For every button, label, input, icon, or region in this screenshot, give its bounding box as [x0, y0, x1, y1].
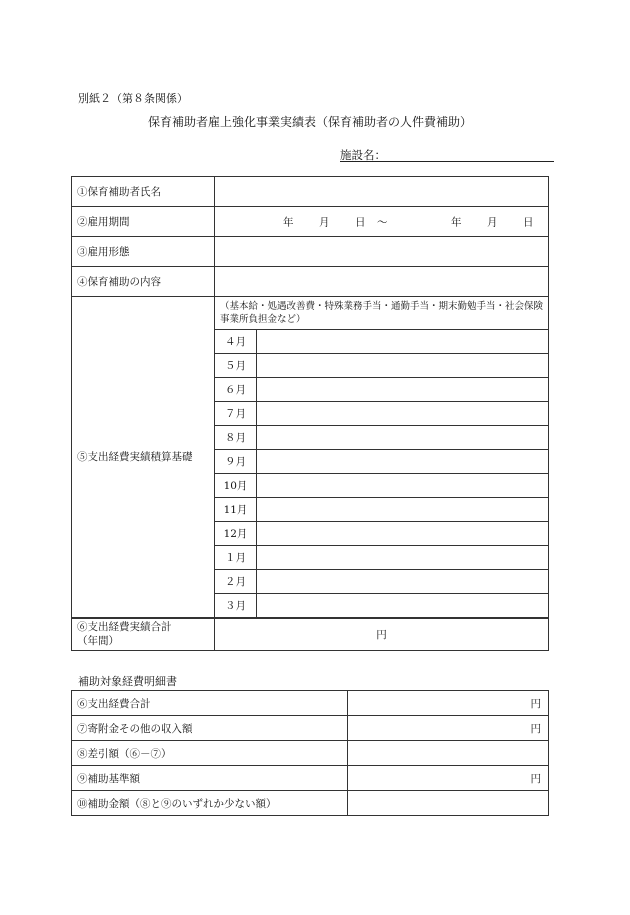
detail-row	[72, 716, 549, 741]
month-amount-field[interactable]	[257, 570, 549, 594]
expense-total-amount-field[interactable]	[348, 691, 549, 716]
detail-label-subsidy-standard: ⑨補助基準額	[72, 766, 348, 791]
period-end-month: 月	[487, 216, 498, 228]
assistance-content-field[interactable]	[215, 267, 549, 297]
month-label: ９月	[215, 450, 257, 474]
month-amount-field[interactable]	[257, 450, 549, 474]
month-amount-field[interactable]	[257, 498, 549, 522]
row-label-employment-type: ③雇用形態	[72, 237, 215, 267]
table-row	[72, 297, 549, 330]
expense-total-field[interactable]	[215, 618, 549, 651]
month-amount-field[interactable]	[257, 402, 549, 426]
period-end-day: 日	[523, 216, 534, 228]
month-label: 11月	[215, 498, 257, 522]
row-label-assistance-content: ④保育補助の内容	[72, 267, 215, 297]
period-start-year: 年	[283, 216, 294, 228]
detail-label-donation-income: ⑦寄附金その他の収入額	[72, 716, 348, 741]
month-amount-field[interactable]	[257, 594, 549, 618]
expense-basis-note: （基本給・処遇改善費・特殊業務手当・通勤手当・期末勤勉手当・社会保険事業所負担金など）	[215, 297, 549, 330]
month-amount-field[interactable]	[257, 354, 549, 378]
annex-reference: 別紙２（第８条関係）	[78, 92, 188, 105]
donation-income-amount-field[interactable]	[348, 716, 549, 741]
staff-name-field[interactable]	[215, 177, 549, 207]
month-label: ４月	[215, 330, 257, 354]
yen-unit: 円	[530, 772, 541, 785]
detail-row	[72, 766, 549, 791]
period-start-month: 月	[319, 216, 330, 228]
difference-amount-field[interactable]	[348, 741, 549, 766]
row-label-employment-period: ②雇用期間	[72, 207, 215, 237]
month-amount-field[interactable]	[257, 522, 549, 546]
row-label-expense-total	[72, 618, 215, 651]
employment-period-field[interactable]	[215, 207, 549, 237]
month-label: ５月	[215, 354, 257, 378]
row-label-staff-name: ①保育補助者氏名	[72, 177, 215, 207]
month-label: ６月	[215, 378, 257, 402]
table-row	[72, 618, 549, 651]
month-amount-field[interactable]	[257, 546, 549, 570]
facility-name-label: 施設名：	[340, 148, 386, 162]
detail-row	[72, 741, 549, 766]
detail-label-difference: ⑧差引額（⑥－⑦）	[72, 741, 348, 766]
subsidy-standard-amount-field[interactable]	[348, 766, 549, 791]
month-label: ７月	[215, 402, 257, 426]
detail-row	[72, 791, 549, 816]
document-title: 保育補助者雇上強化事業実績表（保育補助者の人件費補助）	[148, 115, 473, 129]
table-row	[72, 237, 549, 267]
yen-unit: 円	[376, 628, 387, 641]
month-amount-field[interactable]	[257, 378, 549, 402]
detail-section-heading: 補助対象経費明細書	[78, 675, 177, 688]
detail-row	[72, 691, 549, 716]
facility-name-field[interactable]	[340, 161, 554, 162]
table-row	[72, 267, 549, 297]
yen-unit: 円	[530, 697, 541, 710]
performance-table	[71, 176, 549, 651]
expense-total-label-line2: （年間）	[77, 635, 119, 648]
period-range-tilde: ～	[377, 216, 388, 228]
table-row	[72, 207, 549, 237]
subsidy-amount-field[interactable]	[348, 791, 549, 816]
period-start-day: 日	[355, 216, 366, 228]
month-amount-field[interactable]	[257, 474, 549, 498]
month-label: 12月	[215, 522, 257, 546]
row-label-expense-basis: ⑤支出経費実績積算基礎	[72, 297, 215, 618]
detail-label-expense-total: ⑥支出経費合計	[72, 691, 348, 716]
month-label: ２月	[215, 570, 257, 594]
subsidy-detail-table	[71, 690, 549, 816]
month-label: １月	[215, 546, 257, 570]
month-label: ８月	[215, 426, 257, 450]
month-amount-field[interactable]	[257, 426, 549, 450]
period-end-year: 年	[451, 216, 462, 228]
month-label: ３月	[215, 594, 257, 618]
expense-total-label-line1: ⑥支出経費実績合計	[77, 621, 172, 634]
detail-label-subsidy-amount: ⑩補助金額（⑧と⑨のいずれか少ない額）	[72, 791, 348, 816]
employment-type-field[interactable]	[215, 237, 549, 267]
table-row	[72, 177, 549, 207]
yen-unit: 円	[530, 722, 541, 735]
month-label: 10月	[215, 474, 257, 498]
month-amount-field[interactable]	[257, 330, 549, 354]
